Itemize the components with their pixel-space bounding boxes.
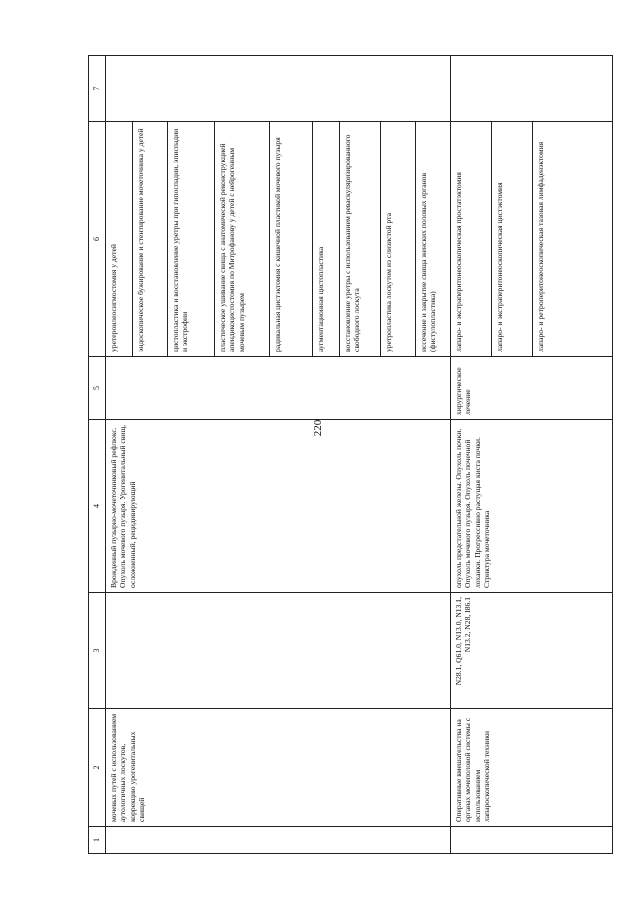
procedure-item: лапаро- и ретроперитонеоскопическая тазовая лимфаденэктомия: [536, 141, 545, 352]
header-col-5: 5: [89, 357, 106, 420]
header-col-4: 4: [89, 420, 106, 593]
header-row: [89, 56, 106, 854]
row2-col4: опухоль предстательной железы. Опухоль почки. Опухоль мочевого пузыря. Опухоль почечной лоханки. Прогрессивно растущая киста почки. Стриктура мочеточника: [451, 420, 613, 593]
treatment-table: [88, 55, 613, 854]
procedure-item: лапаро- и экстраперитонеоскопическая простатэктомия: [451, 122, 492, 356]
procedure-item: аугментационная цистопластика: [313, 122, 340, 356]
header-col-3: 3: [89, 593, 106, 709]
row1-col1: [106, 827, 451, 854]
row1-col2: мочевых путей с использованием аутологичных лоскутов, коррекцию урогенитальных свищей: [106, 709, 451, 827]
procedure-item: уретероилеосигмостомия у детей: [106, 122, 133, 356]
row1-col6: [106, 122, 451, 357]
table-row: [451, 56, 613, 854]
row2-col7: [451, 56, 613, 122]
rotated-table-container: [88, 56, 604, 854]
row2-col1: [451, 827, 613, 854]
procedure-item: цистопластика и восстановление уретры при гипоспадии, эписпадии и экстрофии: [168, 122, 215, 356]
row2-col3: N28.1, Q61.0, N13.0, N13.1, N13.2, N28, I86.1: [451, 593, 613, 709]
procedure-item: восстановление уретры с использованием реваскуляризированного свободного лоскута: [340, 122, 381, 356]
row1-col7: [106, 56, 451, 122]
row1-col4: Врожденный пузырно-мочеточниковый рефлюкс. Опухоль мочевого пузыря. Урогенитальный свищ, осложненный, рецидивирующий: [106, 420, 451, 593]
procedure-item: уретропластика лоскутом из слизистой рта: [381, 122, 416, 356]
header-col-7: 7: [89, 56, 106, 122]
procedure-item: лапаро- и экстраперитонеоскопическая цистэктомия: [492, 122, 533, 356]
header-col-1: 1: [89, 827, 106, 854]
header-col-6: 6: [89, 122, 106, 357]
procedure-item: радикальная цистэктомия с кишечной пластикой мочевого пузыря: [270, 122, 313, 356]
table-row: [106, 56, 451, 854]
procedure-item: пластическое ушивание свища с анатомической реконструкцией апендикоцистостомия по Митрофанову у детей с нейрогенным мочевым пузырем: [215, 122, 270, 356]
page-number: 220: [312, 419, 324, 437]
row2-col5: хирургическое лечение: [451, 357, 613, 420]
row2-col6: [451, 122, 613, 357]
row2-col2: Оперативные вмешательства на органах мочеполовой системы с использованием лапароскопической техники: [451, 709, 613, 827]
procedure-item: иссечение и закрытие свища женских половых органов (фистулопластика): [419, 172, 438, 352]
row1-col5: [106, 357, 451, 420]
row1-col3: [106, 593, 451, 709]
header-col-2: 2: [89, 709, 106, 827]
procedure-item: эндоскопическое бужирование и стентирование мочеточника у детей: [133, 122, 168, 356]
